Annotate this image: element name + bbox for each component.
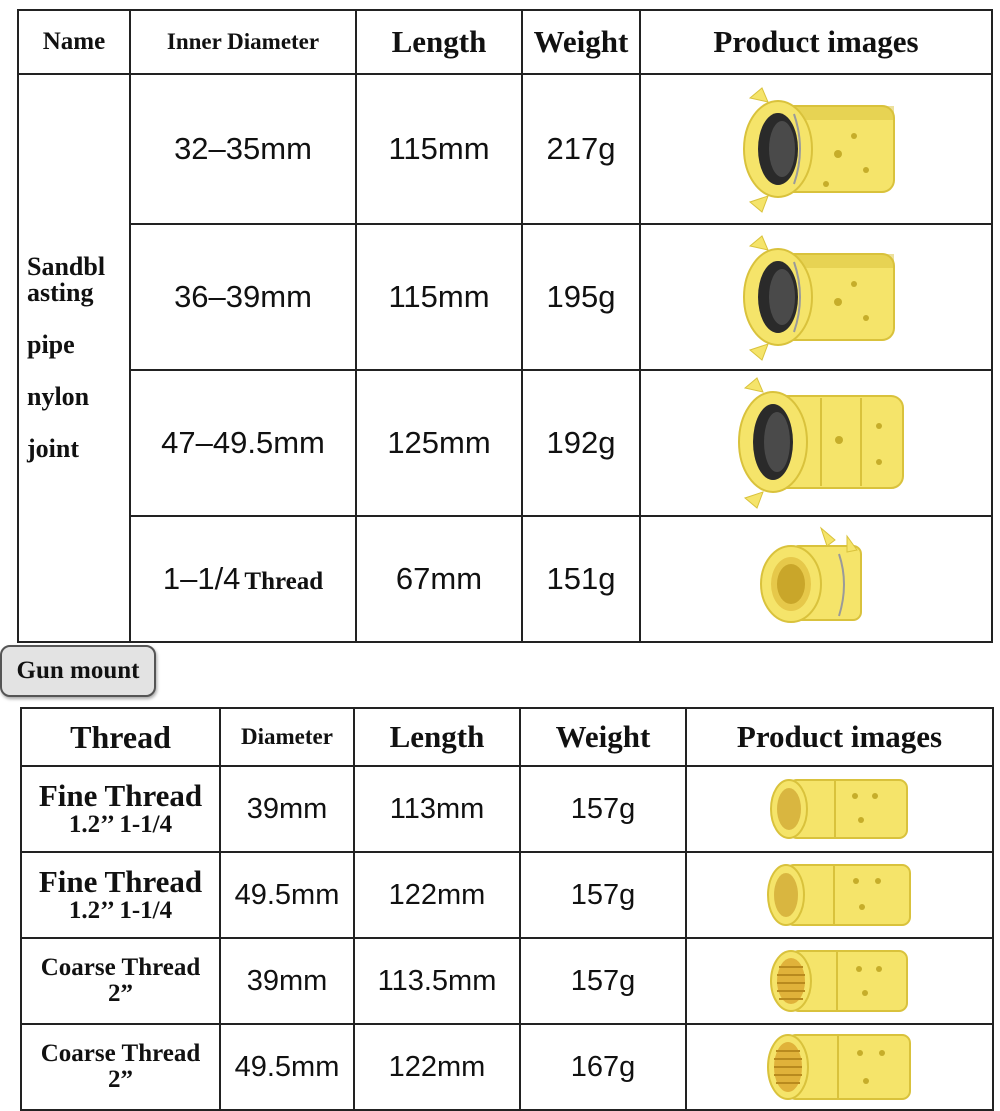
gun-mount-image (762, 857, 918, 933)
table-row (21, 938, 993, 1024)
header-length: Length (354, 708, 520, 766)
thread-type: Coarse Thread (40, 1039, 201, 1067)
thread-type: Fine Thread (38, 777, 203, 813)
gun-mount-image (765, 943, 915, 1019)
coupling-claw-image (721, 376, 911, 510)
length-cell: 115mm (356, 74, 522, 224)
weight-cell: 167g (520, 1024, 686, 1110)
thread-spec: 1.2’’ 1-1/4 (68, 897, 173, 925)
table-row (18, 74, 992, 224)
inner-diameter-cell: 47–49.5mm (130, 370, 356, 516)
table-header-row (18, 10, 992, 74)
header-inner-diameter: Inner Diameter (130, 10, 356, 74)
table-row (21, 766, 993, 852)
name-line: pipe (27, 330, 75, 359)
gun-mount-spec-table (20, 707, 994, 1111)
inner-diameter-cell: 32–35mm (130, 74, 356, 224)
thread-cell (21, 766, 220, 852)
table-header-row (21, 708, 993, 766)
product-image-cell (686, 938, 993, 1024)
product-name-cell (18, 74, 130, 642)
header-product-images: Product images (640, 10, 992, 74)
product-image-cell (686, 852, 993, 938)
thread-type: Fine Thread (38, 863, 203, 899)
coupling-claw-image (726, 84, 906, 214)
product-image-cell (640, 74, 992, 224)
weight-cell: 151g (522, 516, 640, 642)
header-weight: Weight (522, 10, 640, 74)
weight-cell: 192g (522, 370, 640, 516)
gun-mount-label: Gun mount (0, 645, 156, 697)
threaded-coupling-image (751, 524, 881, 634)
inner-diameter-cell (130, 516, 356, 642)
gun-mount-image (765, 772, 915, 846)
thread-spec: 2” (108, 1066, 133, 1093)
length-cell: 125mm (356, 370, 522, 516)
weight-cell: 157g (520, 938, 686, 1024)
inner-diameter-cell: 36–39mm (130, 224, 356, 370)
name-line: nylon (27, 382, 90, 411)
weight-cell: 157g (520, 766, 686, 852)
gun-mount-image (762, 1027, 918, 1107)
product-image-cell (640, 516, 992, 642)
weight-cell: 157g (520, 852, 686, 938)
table-row (18, 370, 992, 516)
thread-word: Thread (244, 568, 324, 595)
diameter-cell: 39mm (220, 766, 354, 852)
thread-spec: 1.2’’ 1-1/4 (68, 811, 173, 839)
product-image-cell (686, 1024, 993, 1110)
table-row (18, 516, 992, 642)
name-line: asting (27, 278, 94, 307)
length-cell: 67mm (356, 516, 522, 642)
weight-cell: 195g (522, 224, 640, 370)
name-line: joint (27, 434, 79, 463)
thread-cell (21, 852, 220, 938)
header-product-images: Product images (686, 708, 993, 766)
product-image-cell (640, 224, 992, 370)
table-row (18, 224, 992, 370)
table-row (21, 852, 993, 938)
length-cell: 113.5mm (354, 938, 520, 1024)
thread-type: Coarse Thread (40, 953, 201, 981)
header-diameter: Diameter (220, 708, 354, 766)
name-line: Sandbl (27, 252, 106, 281)
diameter-cell: 49.5mm (220, 1024, 354, 1110)
diameter-cell: 49.5mm (220, 852, 354, 938)
length-cell: 115mm (356, 224, 522, 370)
length-cell: 113mm (354, 766, 520, 852)
thread-cell (21, 1024, 220, 1110)
thread-spec: 2” (108, 980, 133, 1007)
diameter-cell: 39mm (220, 938, 354, 1024)
product-image-cell (686, 766, 993, 852)
coupling-spec-table (17, 9, 993, 643)
header-length: Length (356, 10, 522, 74)
coupling-claw-image (726, 232, 906, 362)
thread-size: 1–1/4 (162, 561, 241, 596)
table-row (21, 1024, 993, 1110)
header-name: Name (18, 10, 130, 74)
header-weight: Weight (520, 708, 686, 766)
weight-cell: 217g (522, 74, 640, 224)
length-cell: 122mm (354, 1024, 520, 1110)
thread-cell (21, 938, 220, 1024)
header-thread: Thread (21, 708, 220, 766)
length-cell: 122mm (354, 852, 520, 938)
product-image-cell (640, 370, 992, 516)
